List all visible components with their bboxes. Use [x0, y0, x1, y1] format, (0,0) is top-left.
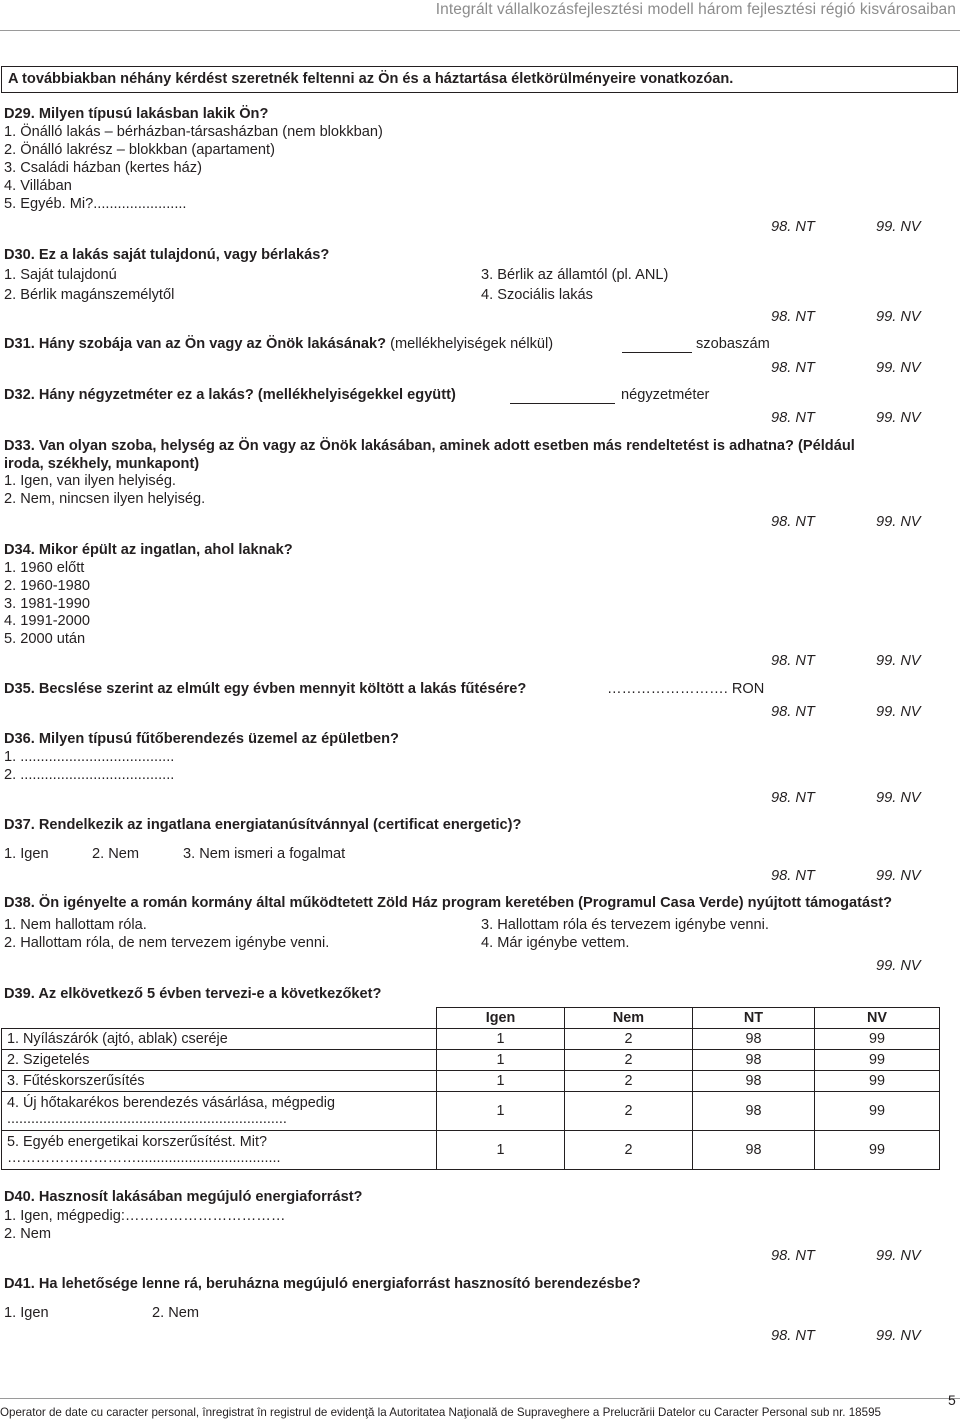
d37-question: D37. Rendelkezik az ingatlana energiatanúsítvánnyal (certificat energetic)?	[4, 817, 522, 833]
col-header-nt: NT	[693, 1008, 815, 1029]
cell-igen[interactable]: 1	[437, 1131, 565, 1170]
row-label: 2. Szigetelés	[2, 1050, 437, 1071]
d41-option: 2. Nem	[152, 1305, 200, 1321]
d35-answer[interactable]: ……………………. RON	[607, 681, 765, 697]
d31-note: (mellékhelyiségek nélkül)	[390, 336, 554, 352]
d35-question: D35. Becslése szerint az elmúlt egy évben mennyit költött a lakás fűtésére?	[4, 681, 527, 697]
d30-option: 3. Bérlik az államtól (pl. ANL)	[481, 267, 669, 283]
d29-option: 2. Önálló lakrész – blokkban (apartament)	[4, 142, 275, 158]
nv-code: 99. NV	[876, 958, 921, 974]
nv-code: 99. NV	[876, 790, 921, 806]
row-label-fill[interactable]: ......................................................................	[7, 1111, 287, 1127]
d40-option: 1. Igen, mégpedig:……………………………	[4, 1208, 286, 1224]
cell-igen[interactable]: 1	[437, 1071, 565, 1092]
d32-unit: négyzetméter	[621, 387, 710, 403]
nv-code: 99. NV	[876, 653, 921, 669]
cell-nem[interactable]: 2	[565, 1050, 693, 1071]
d38-question: D38. Ön igényelte a román kormány által működtetett Zöld Ház program keretében (Programul Casa Verde) nyújtott támogatást?	[4, 895, 892, 911]
nt-code: 98. NT	[771, 790, 815, 806]
table-corner	[2, 1008, 437, 1029]
nv-code: 99. NV	[876, 360, 921, 376]
header-divider	[0, 30, 960, 31]
row-label	[2, 1092, 437, 1131]
d33-question-cont: iroda, székhely, munkapont)	[4, 456, 200, 472]
nv-code: 99. NV	[876, 514, 921, 530]
running-header: Integrált vállalkozásfejlesztési modell három fejlesztési régió kisvárosaiban	[435, 1, 956, 18]
cell-igen[interactable]: 1	[437, 1050, 565, 1071]
cell-nv[interactable]: 99	[815, 1092, 940, 1131]
cell-igen[interactable]: 1	[437, 1092, 565, 1131]
cell-nem[interactable]: 2	[565, 1092, 693, 1131]
d29-question: D29. Milyen típusú lakásban lakik Ön?	[4, 106, 269, 122]
d38-option: 4. Már igénybe vettem.	[481, 935, 630, 951]
cell-nv[interactable]: 99	[815, 1071, 940, 1092]
d34-option: 5. 2000 után	[4, 631, 86, 647]
d31-unit: szobaszám	[696, 336, 770, 352]
cell-nt[interactable]: 98	[693, 1050, 815, 1071]
d30-option: 4. Szociális lakás	[481, 287, 593, 303]
d32-answer-blank[interactable]	[510, 386, 615, 404]
d31-question: D31. Hány szobája van az Ön vagy az Önök lakásának?	[4, 336, 387, 352]
d30-option: 1. Saját tulajdonú	[4, 267, 117, 283]
page-number: 5	[948, 1392, 956, 1408]
cell-nv[interactable]: 99	[815, 1029, 940, 1050]
nt-code: 98. NT	[771, 410, 815, 426]
nv-code: 99. NV	[876, 410, 921, 426]
d30-option: 2. Bérlik magánszemélytől	[4, 287, 175, 303]
d40-question: D40. Hasznosít lakásában megújuló energiaforrást?	[4, 1189, 363, 1205]
d33-question: D33. Van olyan szoba, helység az Ön vagy az Önök lakásában, aminek adott esetben más rendeltetést is adhatna? (Például	[4, 438, 855, 454]
table-row	[2, 1071, 940, 1092]
nv-code: 99. NV	[876, 1328, 921, 1344]
d34-option: 2. 1960-1980	[4, 578, 91, 594]
col-header-nem: Nem	[565, 1008, 693, 1029]
table-row	[2, 1029, 940, 1050]
table-header-row	[2, 1008, 940, 1029]
nv-code: 99. NV	[876, 1248, 921, 1264]
d29-option: 1. Önálló lakás – bérházban-társasházban (nem blokkban)	[4, 124, 383, 140]
d29-option: 4. Villában	[4, 178, 72, 194]
d37-option: 2. Nem	[92, 846, 140, 862]
nv-code: 99. NV	[876, 868, 921, 884]
nv-code: 99. NV	[876, 219, 921, 235]
d36-option[interactable]: 2. ......................................	[4, 767, 175, 783]
nt-code: 98. NT	[771, 514, 815, 530]
d33-option: 2. Nem, nincsen ilyen helyiség.	[4, 491, 206, 507]
d34-option: 4. 1991-2000	[4, 613, 91, 629]
d38-option: 3. Hallottam róla és tervezem igénybe venni.	[481, 917, 769, 933]
footer-divider	[0, 1398, 960, 1399]
d29-option: 5. Egyéb. Mi?.......................	[4, 196, 187, 212]
d41-question: D41. Ha lehetősége lenne rá, beruházna megújuló energiaforrást hasznosító berendezésbe?	[4, 1276, 641, 1292]
cell-nt[interactable]: 98	[693, 1071, 815, 1092]
d38-option: 1. Nem hallottam róla.	[4, 917, 147, 933]
nt-code: 98. NT	[771, 309, 815, 325]
d31-answer-blank[interactable]	[622, 335, 692, 353]
d36-question: D36. Milyen típusú fűtőberendezés üzemel az épületben?	[4, 731, 399, 747]
row-label-line: 5. Egyéb energetikai korszerűsítést. Mit?	[7, 1134, 267, 1150]
d36-option[interactable]: 1. ......................................	[4, 749, 175, 765]
nt-code: 98. NT	[771, 360, 815, 376]
nt-code: 98. NT	[771, 1248, 815, 1264]
footer-text: Operator de date cu caracter personal, înregistrat în registrul de evidenţă la Autoritatea Naţională de Supraveghere a Prelucrării Datelor cu Caracter Personal sub nr. 18595	[0, 1406, 881, 1419]
d39-table	[1, 1007, 940, 1170]
cell-igen[interactable]: 1	[437, 1029, 565, 1050]
d37-option: 3. Nem ismeri a fogalmat	[183, 846, 346, 862]
d37-option: 1. Igen	[4, 846, 49, 862]
cell-nt[interactable]: 98	[693, 1092, 815, 1131]
d34-option: 3. 1981-1990	[4, 596, 91, 612]
d41-option: 1. Igen	[4, 1305, 49, 1321]
row-label-line: 4. Új hőtakarékos berendezés vásárlása, mégpedig	[7, 1095, 335, 1111]
cell-nem[interactable]: 2	[565, 1071, 693, 1092]
nt-code: 98. NT	[771, 868, 815, 884]
row-label	[2, 1131, 437, 1170]
intro-text: A továbbiakban néhány kérdést szeretnék feltenni az Ön és a háztartása életkörülményeire vonatkozóan.	[8, 71, 734, 87]
cell-nv[interactable]: 99	[815, 1131, 940, 1170]
table-row	[2, 1131, 940, 1170]
d29-option: 3. Családi házban (kertes ház)	[4, 160, 202, 176]
d33-option: 1. Igen, van ilyen helyiség.	[4, 473, 176, 489]
nt-code: 98. NT	[771, 219, 815, 235]
cell-nem[interactable]: 2	[565, 1029, 693, 1050]
cell-nem[interactable]: 2	[565, 1131, 693, 1170]
row-label: 3. Fűtéskorszerűsítés	[2, 1071, 437, 1092]
nt-code: 98. NT	[771, 653, 815, 669]
row-label: 1. Nyílászárók (ajtó, ablak) cseréje	[2, 1029, 437, 1050]
d39-question: D39. Az elkövetkező 5 évben tervezi-e a következőket?	[4, 986, 382, 1002]
nv-code: 99. NV	[876, 309, 921, 325]
cell-nt[interactable]: 98	[693, 1131, 815, 1170]
d31-line	[4, 335, 553, 353]
d40-option: 2. Nem	[4, 1226, 52, 1242]
col-header-nv: NV	[815, 1008, 940, 1029]
nt-code: 98. NT	[771, 704, 815, 720]
d32-question: D32. Hány négyzetméter ez a lakás? (mellékhelyiségekkel együtt)	[4, 387, 456, 403]
d34-question: D34. Mikor épült az ingatlan, ahol laknak?	[4, 542, 293, 558]
col-header-igen: Igen	[437, 1008, 565, 1029]
table-row	[2, 1092, 940, 1131]
row-label-fill[interactable]: ………………………....................................	[7, 1150, 281, 1166]
nv-code: 99. NV	[876, 704, 921, 720]
nt-code: 98. NT	[771, 1328, 815, 1344]
d30-question: D30. Ez a lakás saját tulajdonú, vagy bérlakás?	[4, 247, 330, 263]
d34-option: 1. 1960 előtt	[4, 560, 85, 576]
table-row	[2, 1050, 940, 1071]
cell-nt[interactable]: 98	[693, 1029, 815, 1050]
cell-nv[interactable]: 99	[815, 1050, 940, 1071]
d38-option: 2. Hallottam róla, de nem tervezem igénybe venni.	[4, 935, 330, 951]
